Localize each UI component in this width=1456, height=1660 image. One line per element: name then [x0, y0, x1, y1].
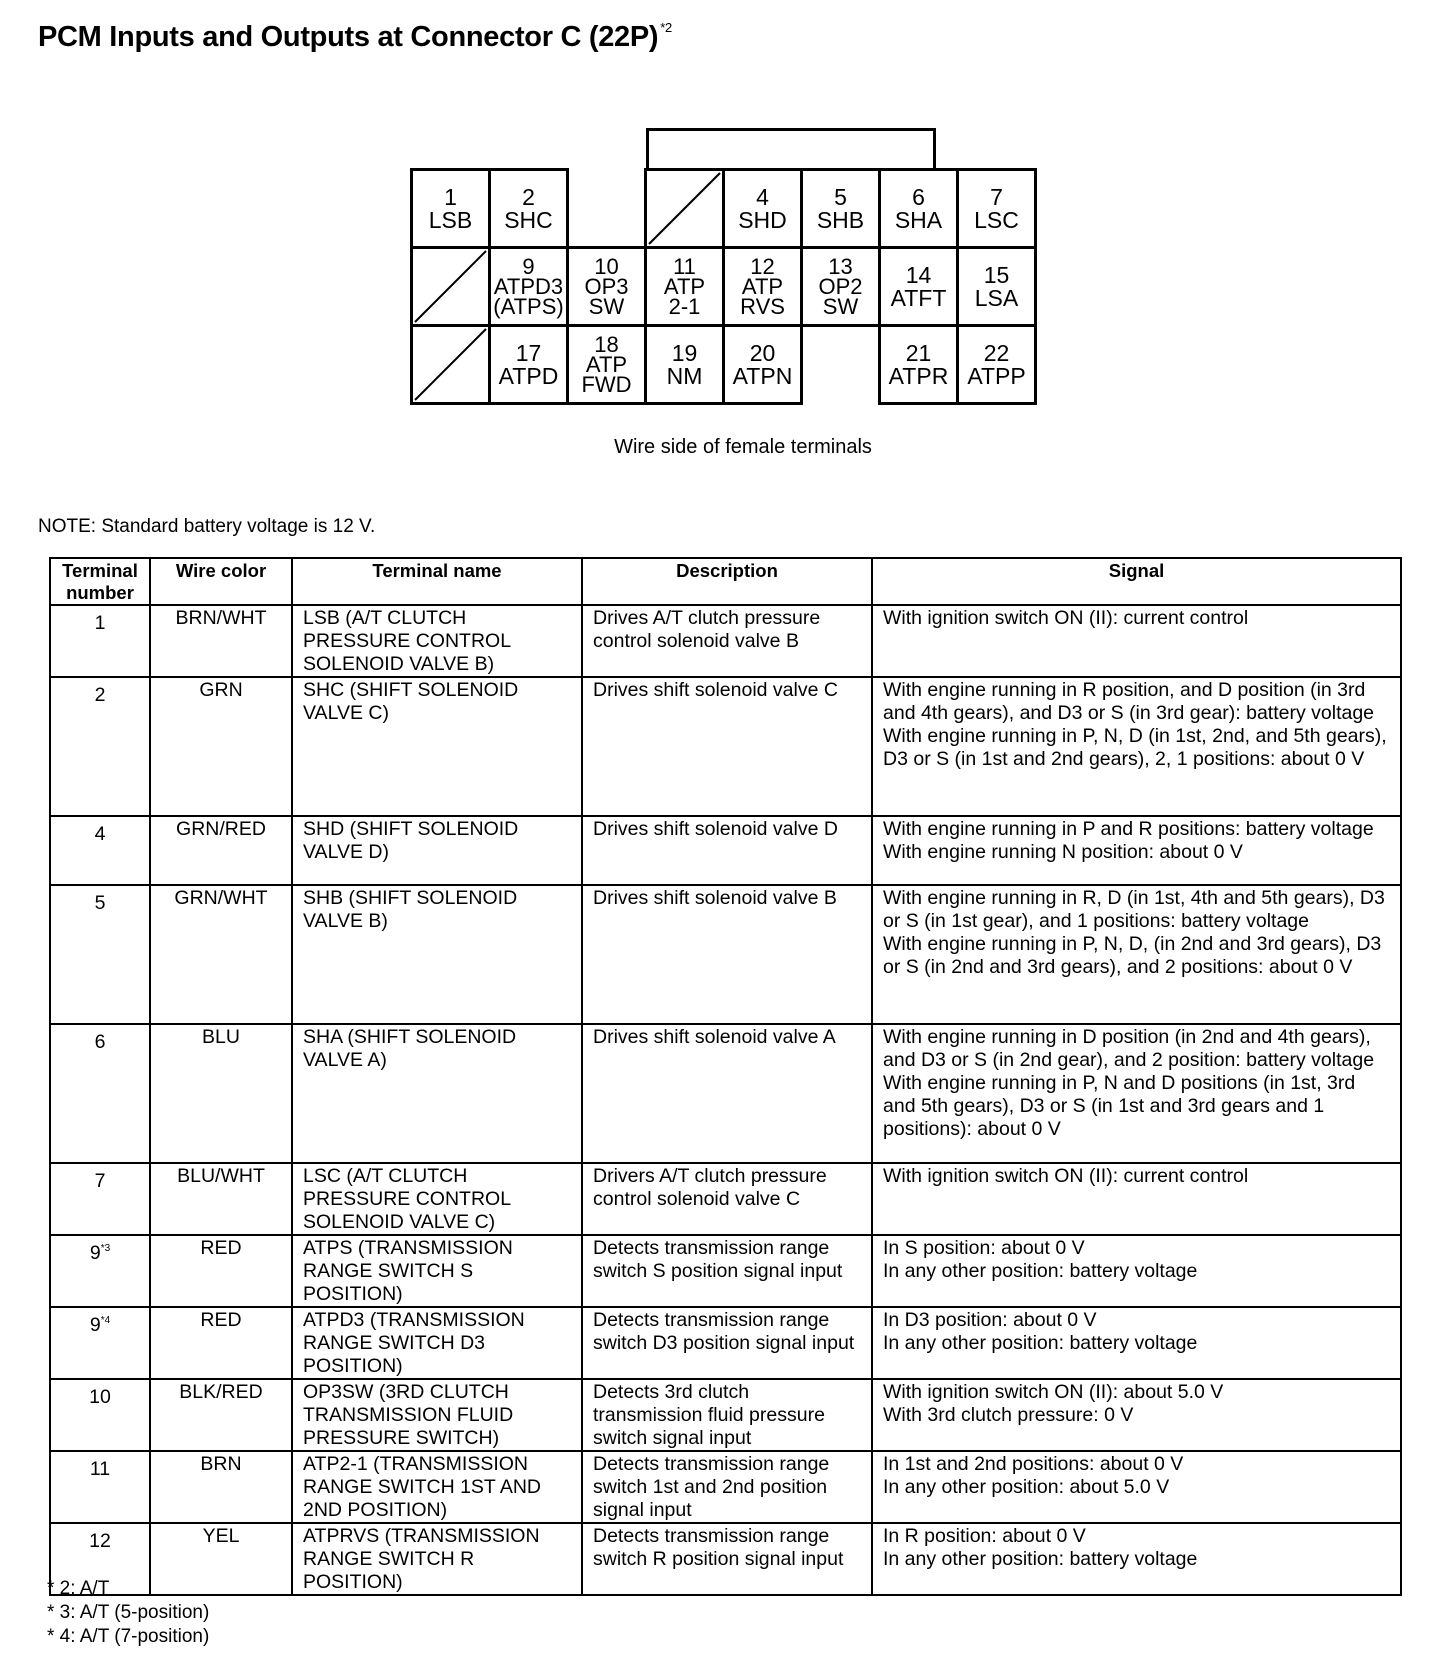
- terminal-number-cell: 11: [50, 1451, 150, 1523]
- terminal-cell: 2 SHC: [488, 168, 569, 249]
- table-row: [50, 816, 1401, 885]
- description-cell: Detects transmission range switch R position signal input: [582, 1523, 872, 1595]
- wire-color-cell: BLU/WHT: [150, 1163, 292, 1235]
- terminal-number-cell: 7: [50, 1163, 150, 1235]
- terminal-cell: 18 ATP FWD: [566, 324, 647, 405]
- terminal-cell: 17 ATPD: [488, 324, 569, 405]
- description-cell: Drivers A/T clutch pressure control solenoid valve C: [582, 1163, 872, 1235]
- terminal-cell: 20 ATPN: [722, 324, 803, 405]
- terminal-name-cell: SHC (SHIFT SOLENOID VALVE C): [292, 677, 582, 816]
- column-header: Description: [582, 558, 872, 605]
- terminal-number-cell: 6: [50, 1024, 150, 1163]
- description-cell: Detects transmission range switch S position signal input: [582, 1235, 872, 1307]
- wire-color-cell: BRN: [150, 1451, 292, 1523]
- table-row: [50, 1451, 1401, 1523]
- signal-cell: With ignition switch ON (II): current control: [872, 605, 1401, 677]
- terminal-table: [49, 557, 1402, 1596]
- wire-color-cell: GRN: [150, 677, 292, 816]
- footnote: * 2: A/T: [47, 1578, 110, 1599]
- signal-cell: In D3 position: about 0 V In any other position: battery voltage: [872, 1307, 1401, 1379]
- terminal-name-cell: ATPRVS (TRANSMISSION RANGE SWITCH R POSITION): [292, 1523, 582, 1595]
- wire-color-cell: RED: [150, 1307, 292, 1379]
- signal-cell: With engine running in P and R positions: battery voltage With engine running N position: about 0 V: [872, 816, 1401, 885]
- terminal-cell: 9 ATPD3 (ATPS): [488, 246, 569, 327]
- terminal-cell: 7 LSC: [956, 168, 1037, 249]
- terminal-number-cell: 1: [50, 605, 150, 677]
- terminal-cell: 12 ATP RVS: [722, 246, 803, 327]
- description-cell: Drives A/T clutch pressure control solenoid valve B: [582, 605, 872, 677]
- description-cell: Drives shift solenoid valve D: [582, 816, 872, 885]
- title-footnote-mark: *2: [660, 20, 672, 35]
- terminal-cell: 15 LSA: [956, 246, 1037, 327]
- footnote: * 3: A/T (5-position): [47, 1602, 210, 1623]
- table-row: [50, 1307, 1401, 1379]
- terminal-number-cell: 10: [50, 1379, 150, 1451]
- terminal-number-cell: 9$^{*4}$: [50, 1307, 150, 1379]
- table-header-row: [50, 558, 1401, 605]
- signal-cell: With ignition switch ON (II): current control: [872, 1163, 1401, 1235]
- column-header: Terminal name: [292, 558, 582, 605]
- terminal-cell-empty: [410, 324, 491, 405]
- terminal-number-cell: 9$^{*3}$: [50, 1235, 150, 1307]
- signal-cell: In 1st and 2nd positions: about 0 V In any other position: about 5.0 V: [872, 1451, 1401, 1523]
- terminal-name-cell: ATPS (TRANSMISSION RANGE SWITCH S POSITION): [292, 1235, 582, 1307]
- terminal-cell: 5 SHB: [800, 168, 881, 249]
- wire-color-cell: BRN/WHT: [150, 605, 292, 677]
- table-row: [50, 1523, 1401, 1595]
- description-cell: Drives shift solenoid valve B: [582, 885, 872, 1024]
- terminal-number-cell: 12: [50, 1523, 150, 1595]
- terminal-number-cell: 2: [50, 677, 150, 816]
- terminal-name-cell: LSC (A/T CLUTCH PRESSURE CONTROL SOLENOID VALVE C): [292, 1163, 582, 1235]
- table-row: [50, 605, 1401, 677]
- footnote: * 4: A/T (7-position): [47, 1626, 210, 1647]
- footnotes: [47, 1577, 209, 1649]
- table-row: [50, 1379, 1401, 1451]
- wire-color-cell: GRN/WHT: [150, 885, 292, 1024]
- terminal-number-cell: 5: [50, 885, 150, 1024]
- signal-cell: In S position: about 0 V In any other position: battery voltage: [872, 1235, 1401, 1307]
- signal-cell: With engine running in R position, and D position (in 3rd and 4th gears), and D3 or S (in 3rd gear): battery voltage With engine running in P, N, D (in 1st, 2nd, and 5th gears), D3 or S (in 1st and 2nd gears), 2, 1 positions: about 0 V: [872, 677, 1401, 816]
- description-cell: Detects transmission range switch D3 position signal input: [582, 1307, 872, 1379]
- terminal-name-cell: SHD (SHIFT SOLENOID VALVE D): [292, 816, 582, 885]
- signal-cell: With engine running in D position (in 2nd and 4th gears), and D3 or S (in 2nd gear), and 2 position: battery voltage With engine running in P, N and D positions (in 1st, 3rd and 5th gears), D3 or S (in 1st and 3rd gears and 1 positions): about 0 V: [872, 1024, 1401, 1163]
- terminal-cell: 13 OP2 SW: [800, 246, 881, 327]
- table-row: [50, 1163, 1401, 1235]
- wire-color-cell: YEL: [150, 1523, 292, 1595]
- terminal-cell: 11 ATP 2-1: [644, 246, 725, 327]
- wire-color-cell: GRN/RED: [150, 816, 292, 885]
- connector-caption: Wire side of female terminals: [614, 436, 872, 458]
- signal-cell: With ignition switch ON (II): about 5.0 V With 3rd clutch pressure: 0 V: [872, 1379, 1401, 1451]
- signal-cell: In R position: about 0 V In any other position: battery voltage: [872, 1523, 1401, 1595]
- terminal-cell: 1 LSB: [410, 168, 491, 249]
- column-header: Signal: [872, 558, 1401, 605]
- terminal-cell: 6 SHA: [878, 168, 959, 249]
- description-cell: Detects 3rd clutch transmission fluid pressure switch signal input: [582, 1379, 872, 1451]
- terminal-cell: 10 OP3 SW: [566, 246, 647, 327]
- terminal-name-cell: SHA (SHIFT SOLENOID VALVE A): [292, 1024, 582, 1163]
- wire-color-cell: RED: [150, 1235, 292, 1307]
- terminal-number-cell: 4: [50, 816, 150, 885]
- battery-note: NOTE: Standard battery voltage is 12 V.: [38, 516, 376, 537]
- column-header: Terminal number: [50, 558, 150, 605]
- table-row: [50, 1024, 1401, 1163]
- terminal-cell: 19 NM: [644, 324, 725, 405]
- connector-locking-tab: [646, 128, 936, 168]
- terminal-name-cell: LSB (A/T CLUTCH PRESSURE CONTROL SOLENOID VALVE B): [292, 605, 582, 677]
- terminal-name-cell: SHB (SHIFT SOLENOID VALVE B): [292, 885, 582, 1024]
- terminal-cell: 4 SHD: [722, 168, 803, 249]
- terminal-name-cell: ATPD3 (TRANSMISSION RANGE SWITCH D3 POSITION): [292, 1307, 582, 1379]
- table-row: [50, 677, 1401, 816]
- description-cell: Drives shift solenoid valve C: [582, 677, 872, 816]
- terminal-name-cell: ATP2-1 (TRANSMISSION RANGE SWITCH 1ST AND 2ND POSITION): [292, 1451, 582, 1523]
- terminal-name-cell: OP3SW (3RD CLUTCH TRANSMISSION FLUID PRESSURE SWITCH): [292, 1379, 582, 1451]
- description-cell: Drives shift solenoid valve A: [582, 1024, 872, 1163]
- page-title: PCM Inputs and Outputs at Connector C (22P) $^{*2}$: [38, 20, 672, 53]
- column-header: Wire color: [150, 558, 292, 605]
- wire-color-cell: BLK/RED: [150, 1379, 292, 1451]
- terminal-cell-empty: [644, 168, 725, 249]
- description-cell: Detects transmission range switch 1st and 2nd position signal input: [582, 1451, 872, 1523]
- terminal-cell: 14 ATFT: [878, 246, 959, 327]
- signal-cell: With engine running in R, D (in 1st, 4th and 5th gears), D3 or S (in 1st gear), and 1 positions: battery voltage With engine running in P, N, D, (in 2nd and 3rd gears), D3 or S (in 2nd and 3rd gears), and 2 positions: about 0 V: [872, 885, 1401, 1024]
- table-row: [50, 1235, 1401, 1307]
- terminal-cell-empty: [410, 246, 491, 327]
- wire-color-cell: BLU: [150, 1024, 292, 1163]
- terminal-cell: 22 ATPP: [956, 324, 1037, 405]
- terminal-cell: 21 ATPR: [878, 324, 959, 405]
- table-row: [50, 885, 1401, 1024]
